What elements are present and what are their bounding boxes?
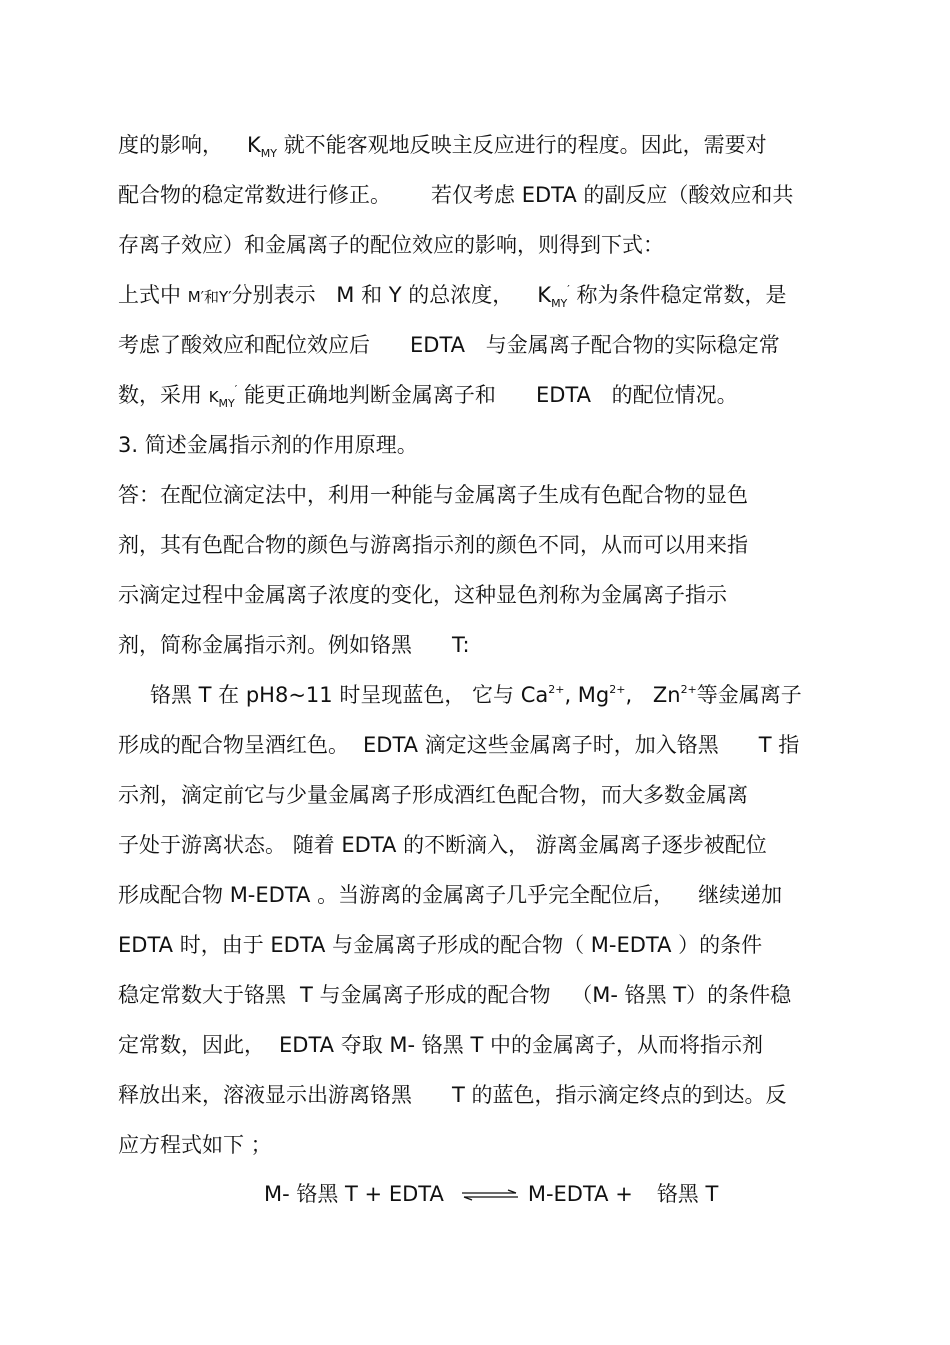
paragraph-line: 剂，其有色配合物的颜色与游离指示剂的颜色不同，从而可以用来指: [118, 533, 748, 557]
paragraph-line: 剂，简称金属指示剂。例如铬黑 T:: [118, 633, 470, 657]
paragraph-line: 稳定常数大于铬黑 T 与金属离子形成的配合物 （M- 铬黑 T）的条件稳: [118, 983, 792, 1007]
paragraph-line: 形成配合物 M-EDTA 。当游离的金属离子几乎完全配位后， 继续递加: [118, 883, 783, 907]
paragraph-line: 形成的配合物呈酒红色。 EDTA 滴定这些金属离子时，加入铬黑 T 指: [118, 733, 800, 757]
paragraph-line: 度的影响， $K_{MY}$ 就不能客观地反映主反应进行的程度。因此，需要对: [118, 133, 767, 160]
paragraph-line: 定常数，因此， EDTA 夺取 M- 铬黑 T 中的金属离子，从而将指示剂: [118, 1033, 763, 1057]
paragraph-line: 答：在配位滴定法中，利用一种能与金属离子生成有色配合物的显色: [118, 483, 748, 507]
paragraph-line: EDTA 时，由于 EDTA 与金属离子形成的配合物（ M-EDTA ）的条件: [118, 933, 763, 957]
equilibrium-arrow-icon: [462, 1189, 518, 1201]
paragraph-line: 上式中 M′和Y′分别表示 M 和 Y 的总浓度， $K_{MY}'$ 称为条件稳定常数，是: [118, 283, 787, 310]
paragraph-line: 考虑了酸效应和配位效应后 EDTA 与金属离子配合物的实际稳定常: [118, 333, 780, 357]
paragraph-line: 释放出来，溶液显示出游离铬黑 T 的蓝色，指示滴定终点的到达。反: [118, 1083, 787, 1107]
paragraph-line: 配合物的稳定常数进行修正。 若仅考虑 EDTA 的副反应（酸效应和共: [118, 183, 794, 207]
paragraph-line: 存离子效应）和金属离子的配位效应的影响，则得到下式：: [118, 233, 664, 257]
paragraph-line: 数，采用 $K_{MY}'$ 能更正确地判断金属离子和 EDTA 的配位情况。: [118, 383, 738, 410]
paragraph-line: 子处于游离状态。 随着 EDTA 的不断滴入， 游离金属离子逐步被配位: [118, 833, 767, 857]
paragraph-line: 应方程式如下 ；: [118, 1133, 272, 1157]
paragraph-line: 示滴定过程中金属离子浓度的变化，这种显色剂称为金属离子指示: [118, 583, 727, 607]
section-heading: 3. 简述金属指示剂的作用原理。: [118, 433, 418, 457]
equation-product-indicator: 铬黑 T: [656, 1182, 719, 1206]
paragraph-line: 铬黑 T 在 pH8~11 时呈现蓝色， 它与 $Ca^{2+}$, $Mg^{2+}$, $Zn^{2+}$等金属离子: [150, 683, 802, 707]
paragraph-line: 示剂，滴定前它与少量金属离子形成酒红色配合物，而大多数金属离: [118, 783, 748, 807]
equation-reactants: M- 铬黑 T + EDTA: [264, 1182, 444, 1206]
equation-products: M-EDTA +: [527, 1182, 633, 1206]
reaction-equation: [264, 1180, 718, 1208]
